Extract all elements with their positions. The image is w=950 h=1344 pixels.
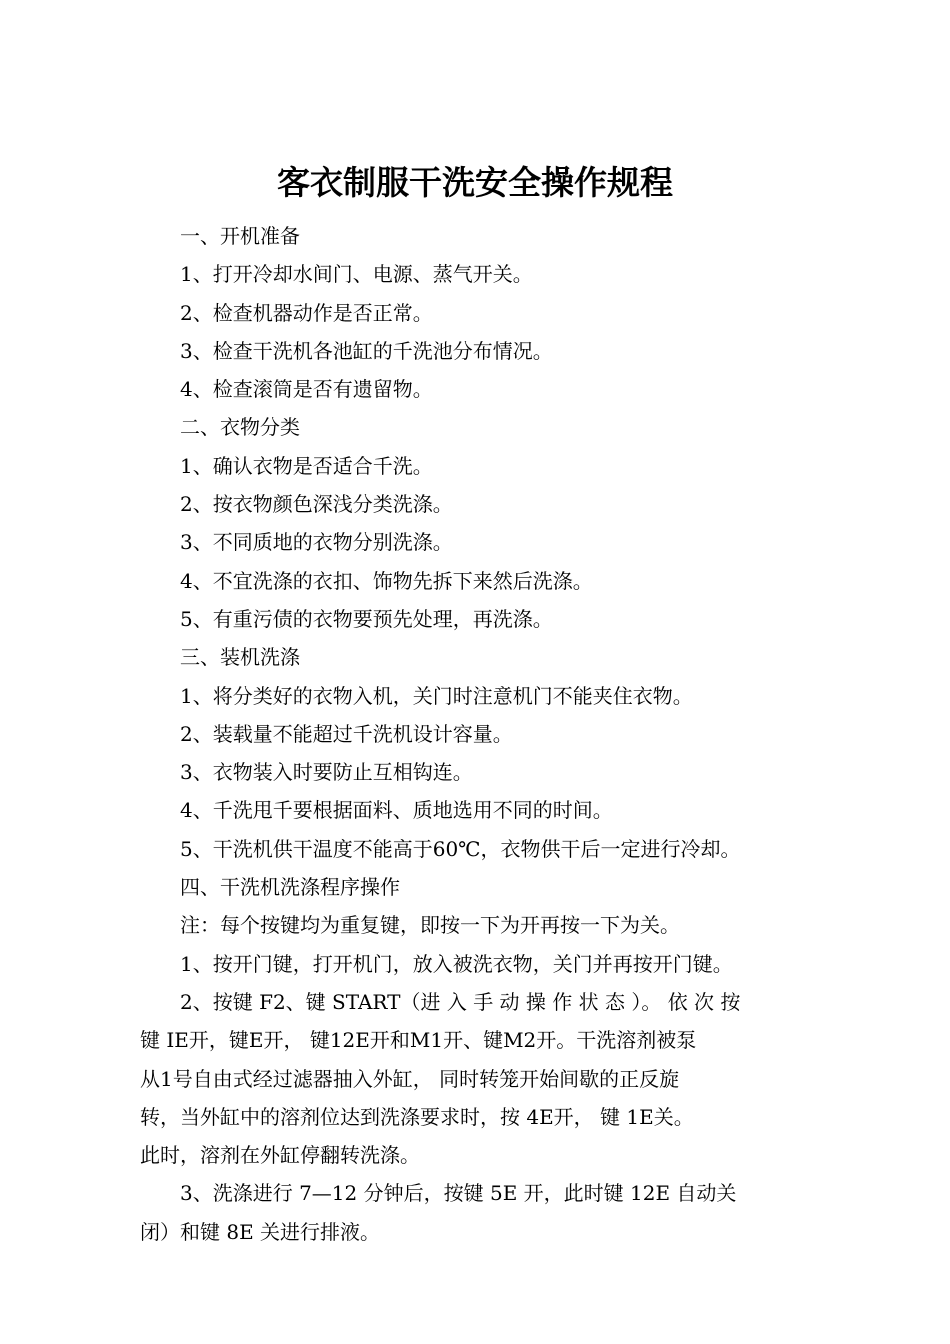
- paragraph-line: 闭）和键 8E 关进行排液。: [140, 1219, 381, 1244]
- list-item: 1、将分类好的衣物入机，关门时注意机门不能夹住衣物。: [180, 683, 693, 708]
- paragraph-line: 转，当外缸中的溶剂位达到洗涤要求时，按 4E开， 键 1E关。: [140, 1104, 694, 1129]
- list-item: 5、干洗机供干温度不能高于60℃，衣物供干后一定进行冷却。: [180, 836, 741, 861]
- paragraph-line: 键 IE开，键E开， 键12E开和M1开、键M2开。干洗溶剂被泵: [140, 1028, 697, 1053]
- list-item: 1、确认衣物是否适合千洗。: [180, 453, 433, 478]
- list-item: 2、按衣物颜色深浅分类洗涤。: [180, 492, 453, 517]
- list-item: 4、不宜洗涤的衣扣、饰物先拆下来然后洗涤。: [180, 568, 593, 593]
- paragraph-step-2: [140, 983, 795, 1174]
- list-item: 1、按开门键，打开机门，放入被洗衣物，关门并再按开门键。: [180, 951, 733, 976]
- document-title: 客衣制服干洗安全操作规程: [277, 163, 673, 202]
- section-heading-program: 四、干洗机洗涤程序操作: [180, 875, 400, 900]
- list-item: 1、打开冷却水间门、电源、蒸气开关。: [180, 262, 533, 287]
- list-item: 3、检查干洗机各池缸的千洗池分布情况。: [180, 338, 553, 363]
- list-item: 4、检查滚筒是否有遗留物。: [180, 377, 433, 402]
- list-item: 2、检查机器动作是否正常。: [180, 300, 433, 325]
- paragraph-line: 3、洗涤进行 7—12 分钟后，按键 5E 开，此时键 12E 自动关: [180, 1181, 737, 1206]
- paragraph-line: 从1号自由式经过滤器抽入外缸， 同时转笼开始间歇的正反旋: [140, 1066, 680, 1091]
- section-heading-startup: 一、开机准备: [180, 224, 300, 248]
- paragraph-line: 此时，溶剂在外缸停翻转洗涤。: [140, 1143, 420, 1168]
- document-body: [140, 217, 820, 1251]
- section-heading-loading: 三、装机洗涤: [180, 645, 300, 670]
- note-text: 注：每个按键均为重复键，即按一下为开再按一下为关。: [180, 913, 680, 938]
- list-item: 2、装载量不能超过千洗机设计容量。: [180, 721, 513, 746]
- list-item: 3、不同质地的衣物分别洗涤。: [180, 530, 453, 555]
- paragraph-line: 2、按键 F2、键 START（进 入 手 动 操 作 状 态 ）。 依 次 按: [180, 989, 741, 1014]
- list-item: 4、千洗甩千要根据面料、质地选用不同的时间。: [180, 798, 613, 823]
- list-item: 5、有重污债的衣物要预先处理，再洗涤。: [180, 606, 553, 631]
- section-heading-sorting: 二、衣物分类: [180, 415, 300, 440]
- paragraph-step-3: [140, 1174, 795, 1251]
- list-item: 3、衣物装入时要防止互相钩连。: [180, 760, 473, 785]
